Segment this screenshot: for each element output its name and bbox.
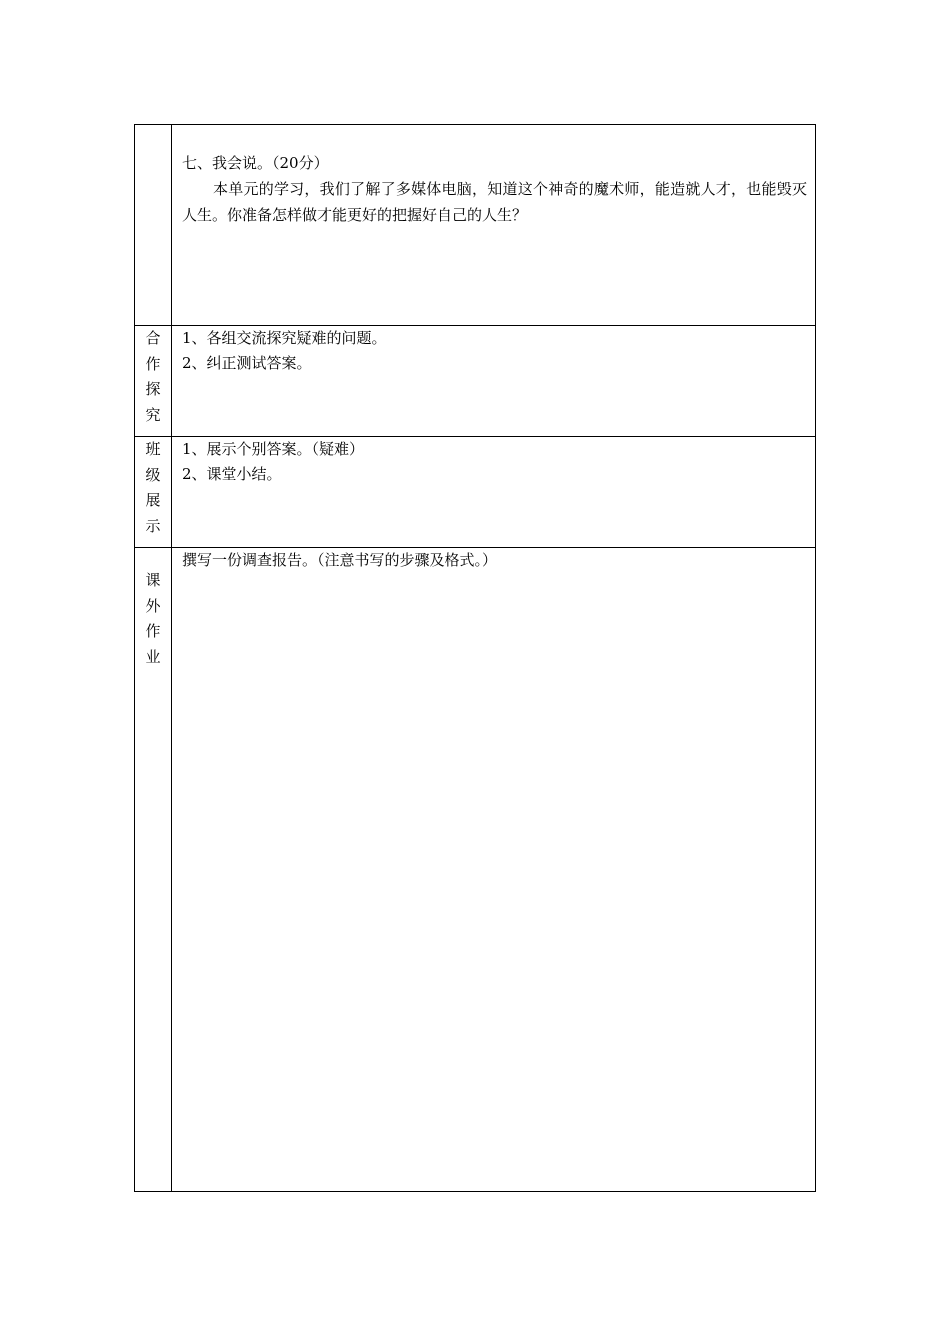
row-class-presentation [135, 436, 815, 547]
label-homework [135, 568, 171, 670]
row-homework [135, 547, 815, 1191]
label-char: 作 [145, 622, 161, 640]
homework-text: 撰写一份调查报告。（注意书写的步骤及格式。） [182, 551, 498, 569]
label-cell-class-presentation [135, 437, 172, 547]
speaking-task-content [172, 125, 815, 325]
label-cooperative-inquiry [135, 326, 171, 428]
label-char: 究 [145, 405, 161, 424]
label-char: 业 [145, 647, 161, 666]
homework-content [172, 548, 815, 1191]
row-speaking-task [135, 125, 815, 325]
lesson-plan-table [134, 124, 816, 1192]
row-label-cell-empty [135, 125, 172, 325]
label-char: 探 [145, 380, 161, 398]
list-item: 2、纠正测试答案。 [182, 354, 312, 372]
list-item: 2、课堂小结。 [182, 465, 282, 483]
list-item: 1、各组交流探究疑难的问题。 [182, 329, 387, 347]
row-cooperative-inquiry [135, 325, 815, 436]
label-char: 合 [145, 329, 161, 347]
cooperative-inquiry-content [172, 326, 815, 436]
label-class-presentation [135, 437, 171, 539]
label-char: 作 [145, 354, 161, 373]
label-char: 课 [145, 571, 161, 589]
label-char: 外 [145, 596, 161, 615]
label-char: 展 [145, 491, 161, 509]
class-presentation-content [172, 437, 815, 547]
list-item: 1、展示个别答案。（疑难） [182, 440, 365, 458]
label-char: 级 [145, 465, 161, 484]
task-paragraph: 本单元的学习，我们了解了多媒体电脑，知道这个神奇的魔术师，能造就人才，也能毁灭人生。你准备怎样做才能更好的把握好自己的人生？ [182, 180, 807, 224]
label-char: 班 [145, 440, 161, 458]
label-cell-homework [135, 548, 172, 1191]
label-char: 示 [145, 516, 161, 535]
task-heading: 七、我会说。（20分） [182, 154, 329, 172]
label-cell-cooperative-inquiry [135, 326, 172, 436]
